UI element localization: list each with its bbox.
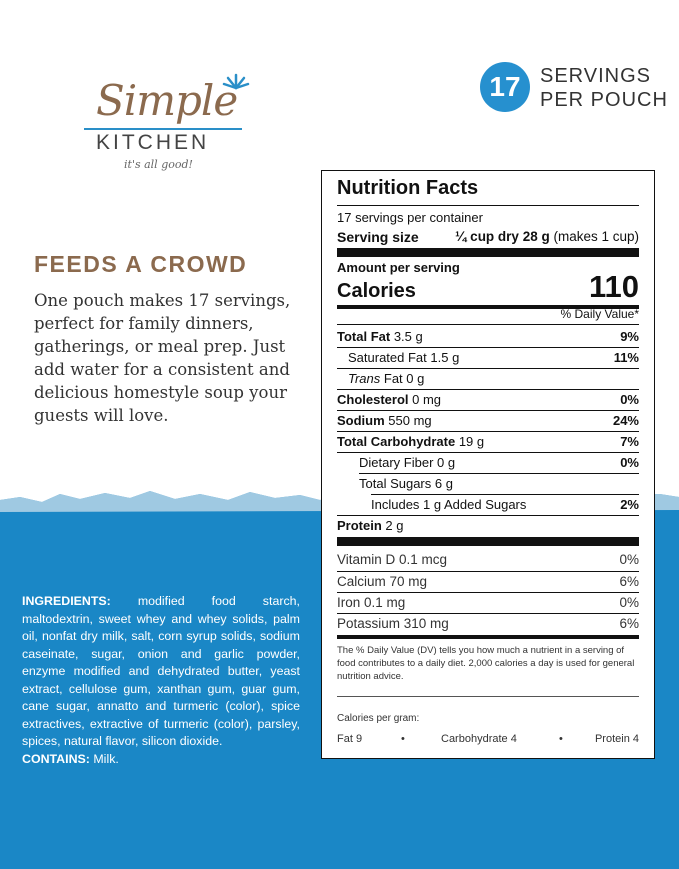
contains-text: Milk. <box>89 751 119 766</box>
cal-per-gram-label: Calories per gram: <box>337 713 420 724</box>
per-gram-row <box>337 733 639 745</box>
divider <box>337 431 639 432</box>
sodium-amount: 550 mg <box>384 413 432 428</box>
divider <box>337 389 639 390</box>
ingredients-label: INGREDIENTS: <box>22 594 111 608</box>
divider <box>337 452 639 453</box>
servings-count: 17 <box>480 62 530 112</box>
added-sugars-row <box>371 497 639 512</box>
amount-per-serving: Amount per serving <box>337 260 460 275</box>
calcium-dv: 6% <box>619 574 639 589</box>
servings-label: SERVINGS <box>540 65 651 87</box>
fat-per-gram: Fat 9 <box>337 733 363 745</box>
serving-size-note: (makes 1 cup) <box>549 229 639 244</box>
divider <box>337 696 639 697</box>
calcium-row <box>337 574 639 589</box>
trans-fat-label: Fat 0 g <box>380 371 425 386</box>
carb-per-gram: Carbohydrate 4 <box>441 733 517 745</box>
divider <box>337 613 639 614</box>
protein-amount: 2 g <box>381 518 404 533</box>
divider <box>337 347 639 348</box>
servings-per-container: 17 servings per container <box>337 210 483 225</box>
sodium-label: Sodium <box>337 413 385 428</box>
sat-fat-label: Saturated Fat 1.5 g <box>348 350 460 365</box>
logo-divider <box>84 128 242 130</box>
serving-size-amount: ¼ cup dry 28 g <box>455 229 550 244</box>
total-fat-row <box>337 329 639 344</box>
fiber-row <box>359 455 639 470</box>
fiber-dv: 0% <box>620 455 639 470</box>
brand-logo <box>78 68 243 180</box>
sat-fat-row <box>348 350 639 365</box>
nutrition-facts-panel <box>321 170 655 759</box>
bullet-2: • <box>559 733 563 745</box>
carb-dv: 7% <box>620 434 639 449</box>
per-pouch-label: PER POUCH <box>540 89 668 111</box>
potassium-dv: 6% <box>619 616 639 631</box>
vitamin-d-label: Vitamin D 0.1 mcg <box>337 552 448 567</box>
thick-divider <box>337 537 639 546</box>
potassium-label: Potassium 310 mg <box>337 616 449 631</box>
calories-value: 110 <box>588 269 639 304</box>
vitamin-d-row <box>337 552 639 567</box>
sodium-dv: 24% <box>612 413 639 428</box>
ingredients-block <box>22 593 300 768</box>
divider <box>337 368 639 369</box>
nutrition-title: Nutrition Facts <box>337 177 479 199</box>
total-sugars-row: Total Sugars 6 g <box>359 476 453 491</box>
medium-divider <box>337 635 639 639</box>
divider <box>337 410 639 411</box>
fiber-label: Dietary Fiber 0 g <box>359 455 456 470</box>
total-fat-label: Total Fat <box>337 329 391 344</box>
thick-divider <box>337 248 639 257</box>
trans-label: Trans <box>348 371 381 386</box>
dv-footnote: The % Daily Value (DV) tells you how much a nutrient in a serving of food contributes to a daily diet. 2,000 calories a day is used for general nutrition advice. <box>337 645 635 682</box>
divider <box>371 494 639 495</box>
calcium-label: Calcium 70 mg <box>337 574 428 589</box>
contains-label: CONTAINS: <box>22 751 90 766</box>
feeds-title: FEEDS A CROWD <box>34 251 248 277</box>
iron-row <box>337 595 639 610</box>
trans-fat-row <box>348 371 639 386</box>
servings-badge <box>480 62 670 112</box>
brand-name-kitchen: KITCHEN <box>96 131 210 154</box>
divider <box>359 473 639 474</box>
brand-tagline: it's all good! <box>124 158 193 171</box>
cholesterol-amount: 0 mg <box>408 392 442 407</box>
added-sugars-dv: 2% <box>620 497 639 512</box>
divider <box>337 592 639 593</box>
cholesterol-dv: 0% <box>620 392 639 407</box>
carb-row <box>337 434 639 449</box>
cholesterol-label: Cholesterol <box>337 392 409 407</box>
cholesterol-row <box>337 392 639 407</box>
total-fat-dv: 9% <box>620 329 639 344</box>
added-sugars-label: Includes 1 g Added Sugars <box>371 497 527 512</box>
ingredients-text: modified food starch, maltodextrin, sweet whey and whey solids, palm oil, nonfat dry milk, salt, corn syrup solids, sodium caseinate, sugar, onion and garlic powder, enzyme modified and dehydrated butter, yeast extract, cellulose gum, xanthan gum, guar gum, cane sugar, annatto and turmeric (color), spice extractives, extractive of turmeric (color), parsley, spices, natural flavor, silicon dioxide. <box>22 594 300 748</box>
iron-label: Iron 0.1 mg <box>337 595 406 610</box>
carb-label: Total Carbohydrate <box>337 434 456 449</box>
iron-dv: 0% <box>619 595 639 610</box>
brand-name-simple: Simple <box>96 76 238 125</box>
total-fat-amount: 3.5 g <box>390 329 423 344</box>
feeds-description: One pouch makes 17 servings, perfect for family dinners, gatherings, or meal prep. Just add water for a consistent and delicious homestyle soup your guests will love. <box>34 291 291 425</box>
protein-row <box>337 518 639 533</box>
vitamin-d-dv: 0% <box>619 552 639 567</box>
divider <box>337 571 639 572</box>
daily-value-header: % Daily Value* <box>560 307 639 321</box>
protein-label: Protein <box>337 518 382 533</box>
sodium-row <box>337 413 639 428</box>
calories-label: Calories <box>337 280 416 302</box>
carb-amount: 19 g <box>455 434 485 449</box>
serving-size-value <box>455 229 639 244</box>
potassium-row <box>337 616 639 631</box>
serving-size-label: Serving size <box>337 229 419 245</box>
bullet-1: • <box>401 733 405 745</box>
sat-fat-dv: 11% <box>613 350 639 365</box>
protein-per-gram: Protein 4 <box>594 733 639 745</box>
divider <box>337 324 639 325</box>
divider <box>337 205 639 206</box>
divider <box>337 515 639 516</box>
